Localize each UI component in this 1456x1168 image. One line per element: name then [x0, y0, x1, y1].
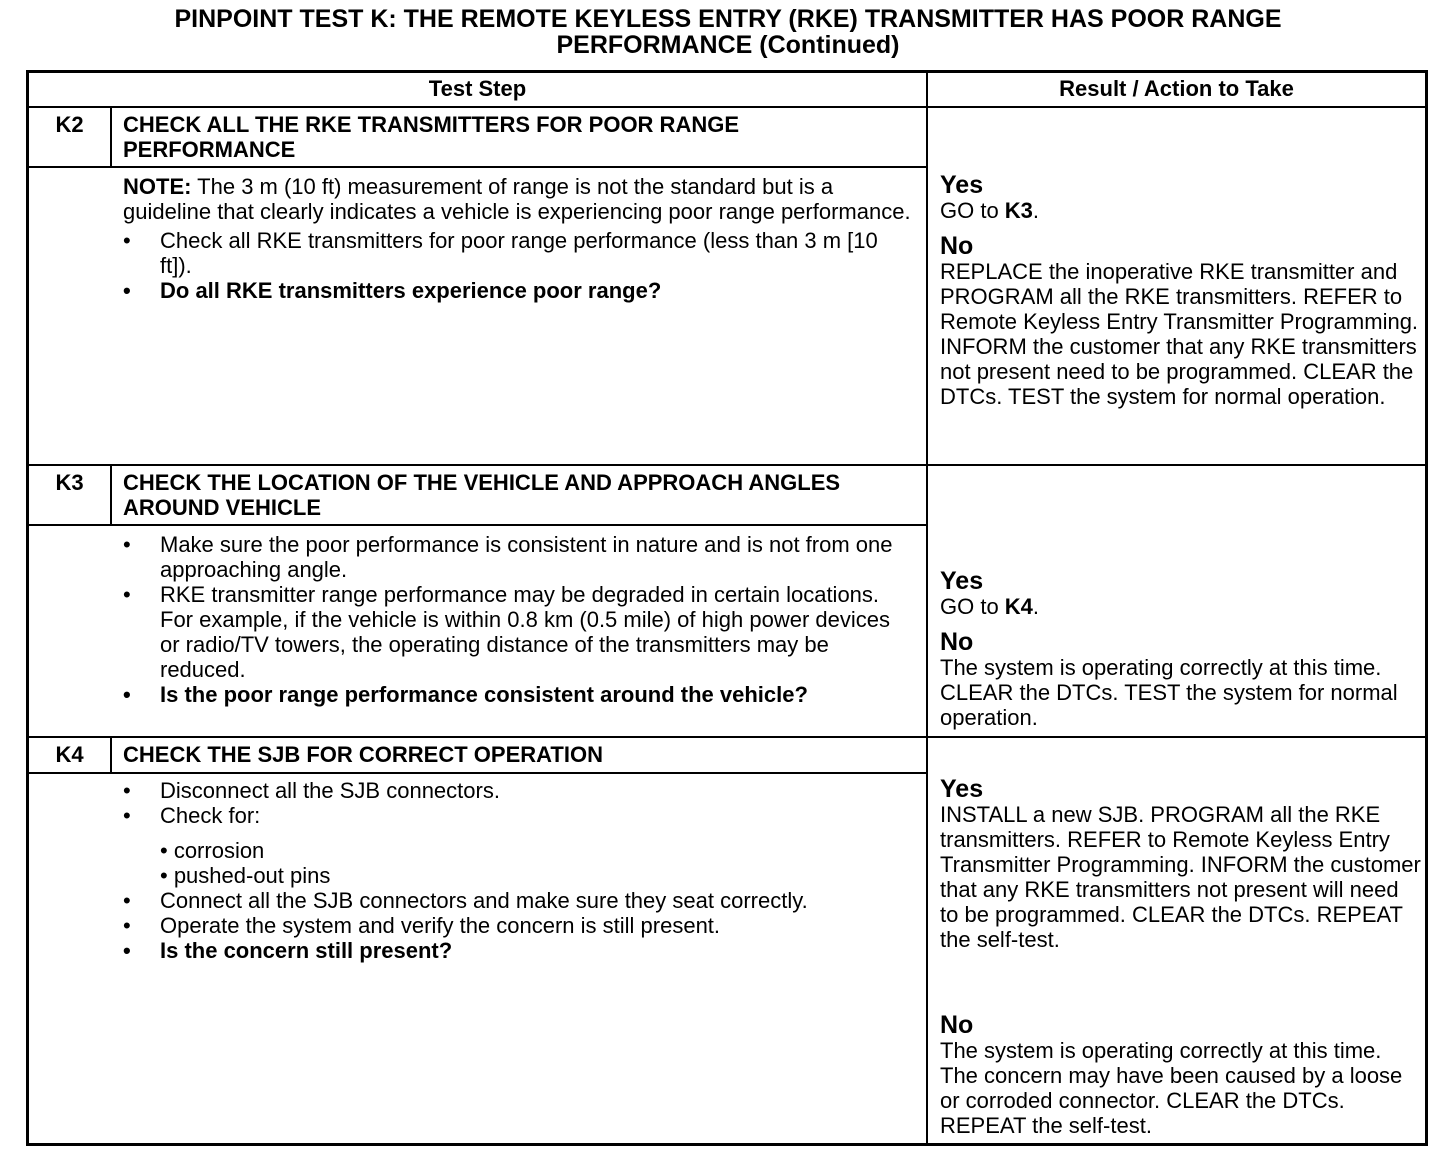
bullet-item: • Operate the system and verify the concern is still present. — [123, 913, 913, 938]
step-title-k2: CHECK ALL THE RKE TRANSMITTERS FOR POOR RANGE PERFORMANCE — [123, 112, 740, 162]
bullet-list-k3 — [123, 532, 913, 707]
bullet-list-k2 — [123, 228, 913, 303]
page-title-line2: PERFORMANCE (Continued) — [556, 31, 900, 59]
bullet-list-k4-cont — [123, 888, 913, 963]
step-body-k4 — [123, 774, 913, 963]
yes-prefix: GO to — [940, 594, 1005, 619]
step-title-k3: CHECK THE LOCATION OF THE VEHICLE AND APPROACH ANGLES AROUND VEHICLE — [123, 470, 841, 520]
bullet-item: • Check all RKE transmitters for poor range performance (less than 3 m [10 ft]). — [123, 228, 913, 278]
result-k4-no — [940, 1012, 1422, 1138]
k4-id-divider — [110, 736, 112, 774]
result-k2 — [940, 172, 1422, 409]
bullet-item — [123, 803, 913, 828]
step-body-k2 — [123, 174, 913, 303]
result-yes-label: Yes — [940, 567, 984, 595]
result-yes-text — [940, 198, 1422, 223]
header-divider — [26, 106, 1428, 108]
sub-bullet-list-k4 — [160, 838, 913, 888]
result-no-text: REPLACE the inoperative RKE transmitter and PROGRAM all the RKE transmitters. REFER to Remote Keyless Entry Transmitter Programming. INFORM the customer that any RKE transmitters not present need to be programmed. CLEAR the DTCs. TEST the system for normal operation. — [940, 259, 1419, 409]
yes-ref: K3 — [1004, 198, 1033, 223]
result-yes-label: Yes — [940, 171, 984, 199]
result-no-text: The system is operating correctly at this time. The concern may have been caused by a loose or corroded connector. CLEAR the DTCs. REPEAT the self-test. — [940, 1038, 1403, 1138]
yes-suffix: . — [1032, 198, 1040, 223]
column-divider-result — [926, 70, 928, 1146]
sub-bullet-item: • corrosion — [160, 838, 265, 863]
result-no-label: No — [940, 232, 974, 260]
k3-title-divider — [26, 524, 927, 526]
step-id-k3: K3 — [55, 470, 84, 495]
result-yes-label: Yes — [940, 775, 984, 803]
k3-id-divider — [110, 464, 112, 526]
header-test-step: Test Step — [428, 76, 527, 101]
yes-ref: K4 — [1004, 594, 1033, 619]
result-no-label: No — [940, 628, 974, 656]
bullet-item: • Connect all the SJB connectors and make sure they seat correctly. — [123, 888, 913, 913]
note-k2 — [123, 174, 913, 224]
bullet-list-k4 — [123, 778, 913, 828]
step-id-k2: K2 — [55, 112, 84, 137]
sub-bullet-item: • pushed-out pins — [160, 863, 331, 888]
result-k3 — [940, 568, 1422, 730]
page-title — [0, 6, 1456, 58]
page-title-line1: PINPOINT TEST K: THE REMOTE KEYLESS ENTRY (RKE) TRANSMITTER HAS POOR RANGE — [174, 5, 1282, 33]
k2-id-divider — [110, 106, 112, 167]
step-title-k4: CHECK THE SJB FOR CORRECT OPERATION — [123, 742, 603, 767]
k2-title-divider — [26, 166, 927, 168]
result-k4-yes — [940, 776, 1422, 952]
bullet-question: • Is the poor range performance consistent around the vehicle? — [123, 682, 913, 707]
k3-row-divider — [26, 464, 1428, 466]
result-no-text: The system is operating correctly at this time. CLEAR the DTCs. TEST the system for normal operation. — [940, 655, 1398, 730]
result-yes-text — [940, 594, 1422, 619]
note-label: NOTE: — [123, 174, 192, 199]
result-no-label: No — [940, 1011, 974, 1039]
bullet-item: • Make sure the poor performance is consistent in nature and is not from one approaching angle. — [123, 532, 913, 582]
bullet-question: • Is the concern still present? — [123, 938, 913, 963]
bullet-question: • Do all RKE transmitters experience poor range? — [123, 278, 913, 303]
k4-row-divider — [26, 736, 1428, 738]
yes-suffix: . — [1032, 594, 1040, 619]
bullet-item: • RKE transmitter range performance may be degraded in certain locations. For example, if the vehicle is within 0.8 km (0.5 mile) of high power devices or radio/TV towers, the operating distance of the transmitters may be reduced. — [123, 582, 913, 682]
result-yes-text: INSTALL a new SJB. PROGRAM all the RKE transmitters. REFER to Remote Keyless Entry Transmitter Programming. INFORM the customer that any RKE transmitters not present will need to be programmed. CLEAR the DTCs. REPEAT the self-test. — [940, 802, 1421, 952]
note-text: The 3 m (10 ft) measurement of range is not the standard but is a guideline that clearly indicates a vehicle is experiencing poor range performance. — [123, 174, 911, 224]
step-body-k3 — [123, 528, 913, 707]
yes-prefix: GO to — [940, 198, 1005, 223]
bullet-text: Check for: — [160, 803, 261, 828]
bullet-item: • Disconnect all the SJB connectors. — [123, 778, 913, 803]
step-id-k4: K4 — [55, 742, 84, 767]
header-result-action: Result / Action to Take — [1059, 76, 1294, 101]
